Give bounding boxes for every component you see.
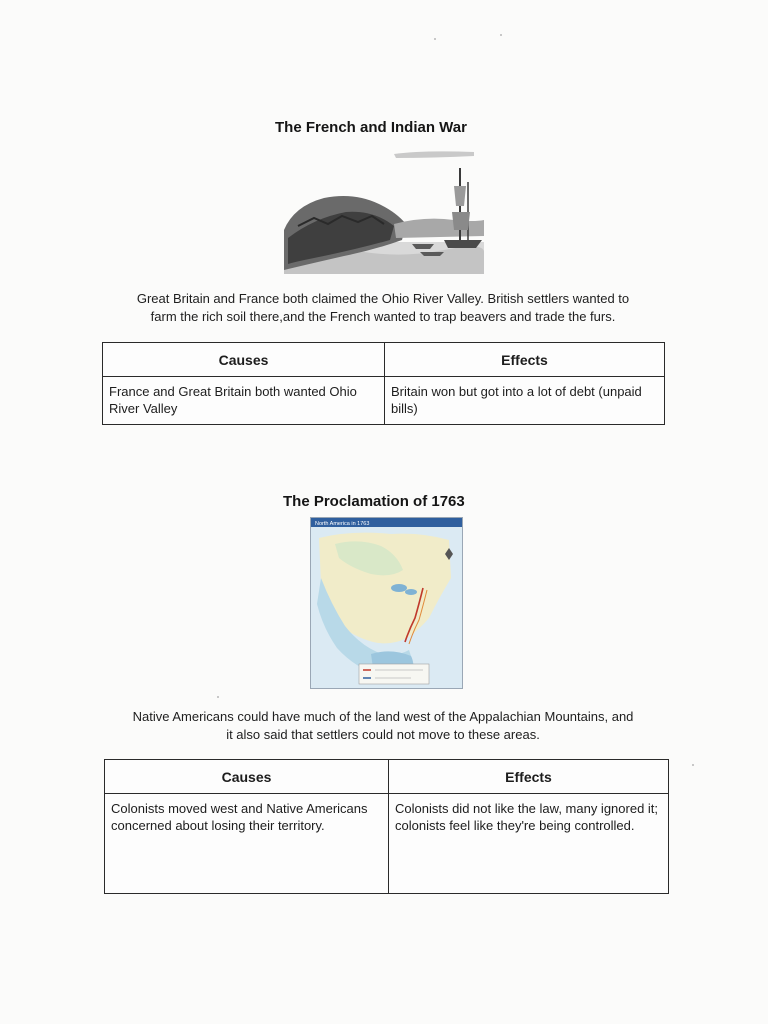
section1-paragraph-line2: farm the rich soil there,and the French wanted to trap beavers and trade the furs. xyxy=(150,309,616,324)
section2-cause-effect-table xyxy=(104,759,669,894)
section-title-proclamation-1763: The Proclamation of 1763 xyxy=(283,493,465,510)
battle-engraving-image xyxy=(284,146,484,274)
causes-header: Causes xyxy=(105,760,389,794)
scan-speck xyxy=(217,696,219,698)
scan-speck xyxy=(692,764,694,766)
section1-paragraph-line1: Great Britain and France both claimed the Ohio River Valley. British settlers wanted to xyxy=(136,291,630,306)
section-title-french-indian-war: The French and Indian War xyxy=(275,119,467,136)
causes-header: Causes xyxy=(103,343,385,377)
section1-paragraph xyxy=(100,290,666,326)
effects-header: Effects xyxy=(385,343,665,377)
cause-cell: France and Great Britain both wanted Ohio River Valley xyxy=(103,377,385,425)
north-america-map-image xyxy=(310,517,463,689)
effect-cell: Colonists did not like the law, many ignored it; colonists feel like they're being controlled. xyxy=(389,794,669,894)
effect-cell: Britain won but got into a lot of debt (unpaid bills) xyxy=(385,377,665,425)
cause-cell: Colonists moved west and Native Americans concerned about losing their territory. xyxy=(105,794,389,894)
battle-engraving-drawing xyxy=(284,146,484,274)
scan-speck xyxy=(434,38,436,40)
map-caption: North America in 1763 xyxy=(315,521,370,527)
scan-speck xyxy=(500,34,502,36)
north-america-map-drawing xyxy=(311,518,462,688)
section1-cause-effect-table xyxy=(102,342,665,425)
section2-paragraph-line1: Native Americans could have much of the land west of the Appalachian Mountains, and xyxy=(132,709,634,724)
section2-paragraph-line2: it also said that settlers could not move to these areas. xyxy=(226,727,540,742)
effects-header: Effects xyxy=(389,760,669,794)
section2-paragraph xyxy=(100,708,666,744)
